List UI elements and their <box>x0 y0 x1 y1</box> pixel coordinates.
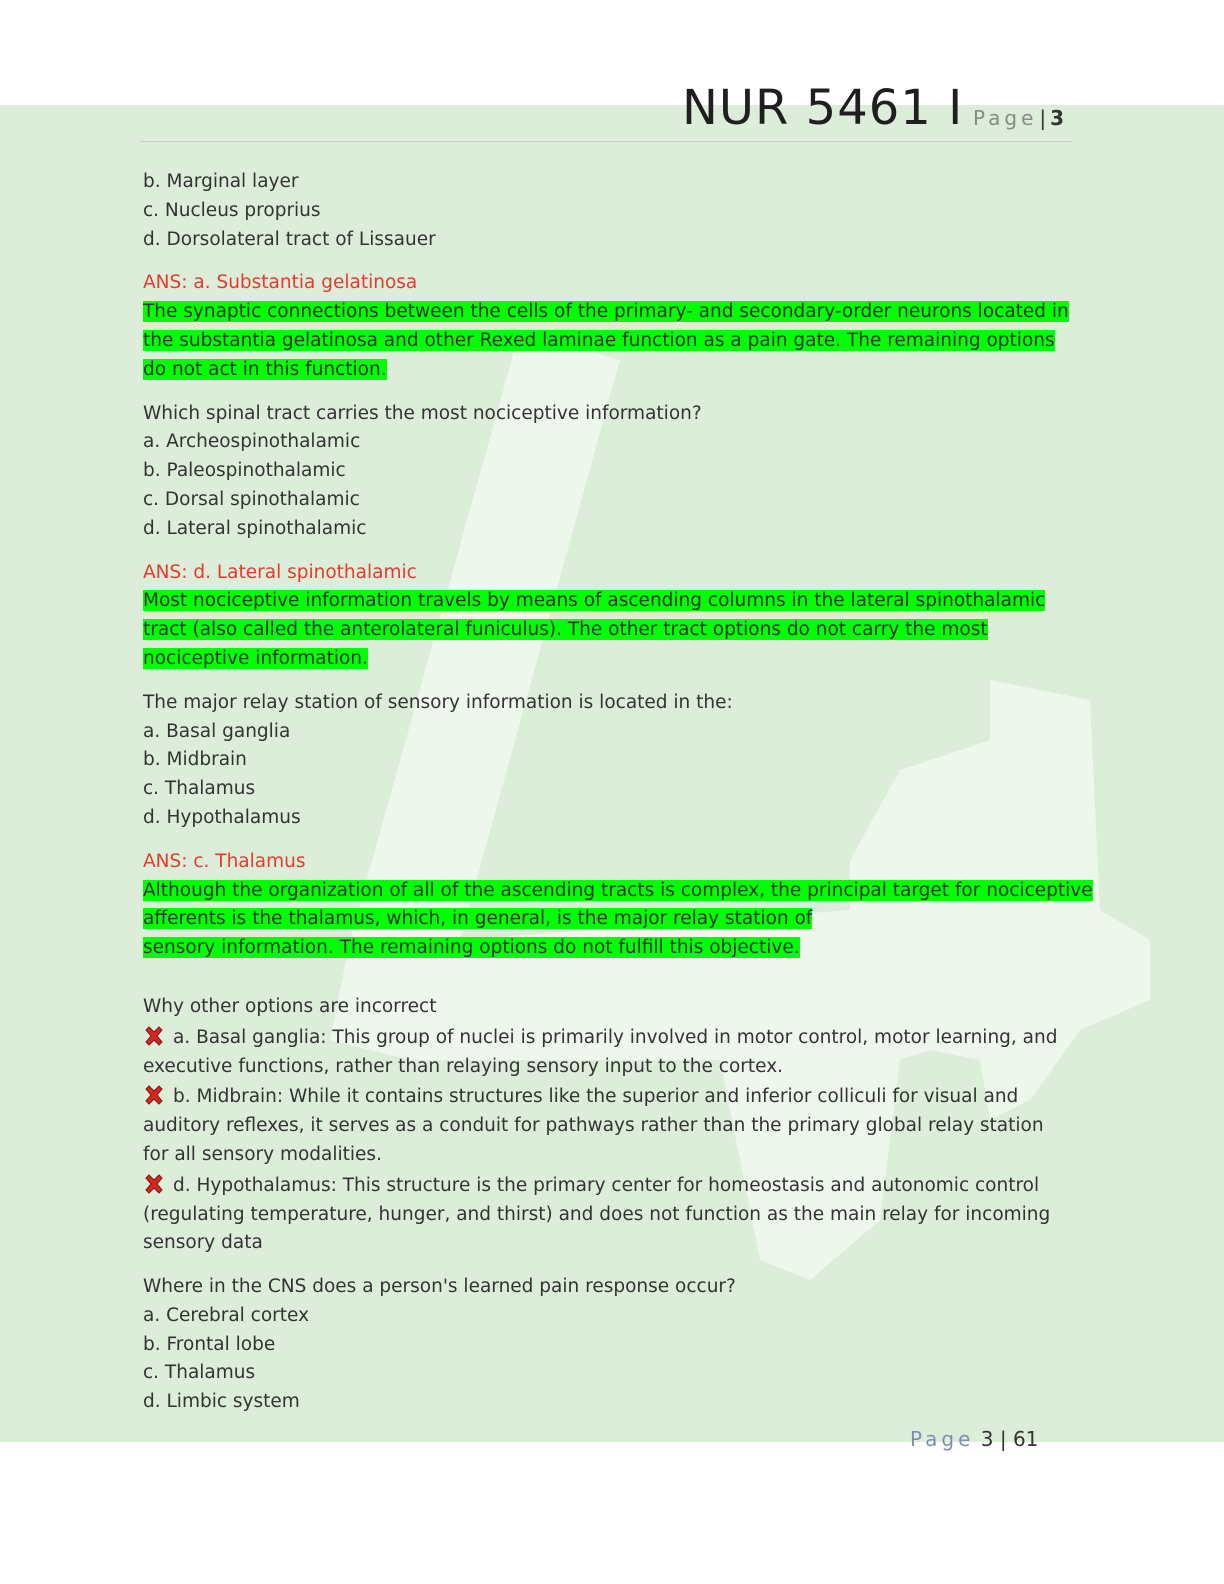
question-stem: The major relay station of sensory information is located in the: <box>143 691 733 713</box>
option: c. Thalamus <box>143 1362 256 1384</box>
rationale-text: sensory information. The remaining options do not fulfill this objective. <box>143 937 800 959</box>
question-stem: Where in the CNS does a person's learned pain response occur? <box>143 1276 736 1298</box>
option: a. Archeospinothalamic <box>143 431 361 453</box>
option: c. Nucleus proprius <box>143 199 321 221</box>
footer-page-indicator <box>910 1425 1038 1453</box>
header-separator: | <box>1039 106 1047 130</box>
section-heading: Why other options are incorrect <box>143 995 437 1017</box>
why-item <box>143 1083 1073 1169</box>
header-page-number: 3 <box>1050 106 1065 130</box>
header-page-indicator <box>973 104 1064 132</box>
red-x-icon <box>143 1173 165 1195</box>
footer-page-info: 3 | 61 <box>980 1427 1039 1451</box>
why-item-text: d. Hypothalamus: This structure is the primary center for homeostasis and autonomic control (regulating temperature, hunger, and thirst) and does not function as the main relay for incoming sensory data <box>143 1174 1051 1254</box>
rationale-line <box>143 934 1073 963</box>
option: b. Frontal lobe <box>143 1333 276 1355</box>
why-item-text: b. Midbrain: While it contains structures like the superior and inferior colliculi for visual and auditory reflexes, it serves as a conduit for pathways rather than the primary global relay station for all sensory modalities. <box>143 1086 1044 1165</box>
document-body <box>143 168 1093 1417</box>
option: b. Paleospinothalamic <box>143 460 346 482</box>
why-item-text: a. Basal ganglia: This group of nuclei is primarily involved in motor control, motor learning, and executive functions, rather than relaying sensory input to the cortex. <box>143 1026 1058 1077</box>
option: c. Thalamus <box>143 778 256 800</box>
option: b. Midbrain <box>143 749 247 771</box>
why-item <box>143 1172 1073 1258</box>
why-item <box>143 1024 1073 1082</box>
option: d. Lateral spinothalamic <box>143 517 367 539</box>
document-title: NUR 5461 I <box>682 80 964 136</box>
rationale-text: afferents is the thalamus, which, in general, is the major relay station of <box>143 908 813 930</box>
rationale-text: Although the organization of all of the ascending tracts is complex, the principal target for nociceptive <box>143 879 1093 901</box>
option: d. Dorsolateral tract of Lissauer <box>143 228 436 250</box>
rationale-line <box>143 905 1073 934</box>
rationale-paragraph <box>143 587 1073 673</box>
question-stem: Which spinal tract carries the most nociceptive information? <box>143 402 702 424</box>
answer-line: ANS: c. Thalamus <box>143 850 306 872</box>
rationale-text: Most nociceptive information travels by means of ascending columns in the lateral spinothalamic tract (also called the anterolateral funiculus). The other tract options do not carry the most nociceptive information. <box>143 590 1046 669</box>
option: c. Dorsal spinothalamic <box>143 488 360 510</box>
rationale-text: The synaptic connections between the cells of the primary- and secondary-order neurons located in the substantia gelatinosa and other Rexed laminae function as a pain gate. The remaining options do not act in this function. <box>143 301 1069 380</box>
option: b. Marginal layer <box>143 171 299 192</box>
option: a. Basal ganglia <box>143 720 291 742</box>
footer-page-label: Page <box>910 1427 975 1451</box>
option: a. Cerebral cortex <box>143 1304 310 1326</box>
answer-line: ANS: a. Substantia gelatinosa <box>143 272 418 294</box>
rationale-line <box>143 877 1093 906</box>
header-page-label: Page <box>973 106 1038 130</box>
option: d. Hypothalamus <box>143 806 301 828</box>
red-x-icon <box>143 1084 165 1106</box>
answer-line: ANS: d. Lateral spinothalamic <box>143 561 417 583</box>
option: d. Limbic system <box>143 1391 300 1413</box>
header-divider <box>140 141 1072 142</box>
red-x-icon <box>143 1025 165 1047</box>
rationale-paragraph <box>143 298 1073 384</box>
